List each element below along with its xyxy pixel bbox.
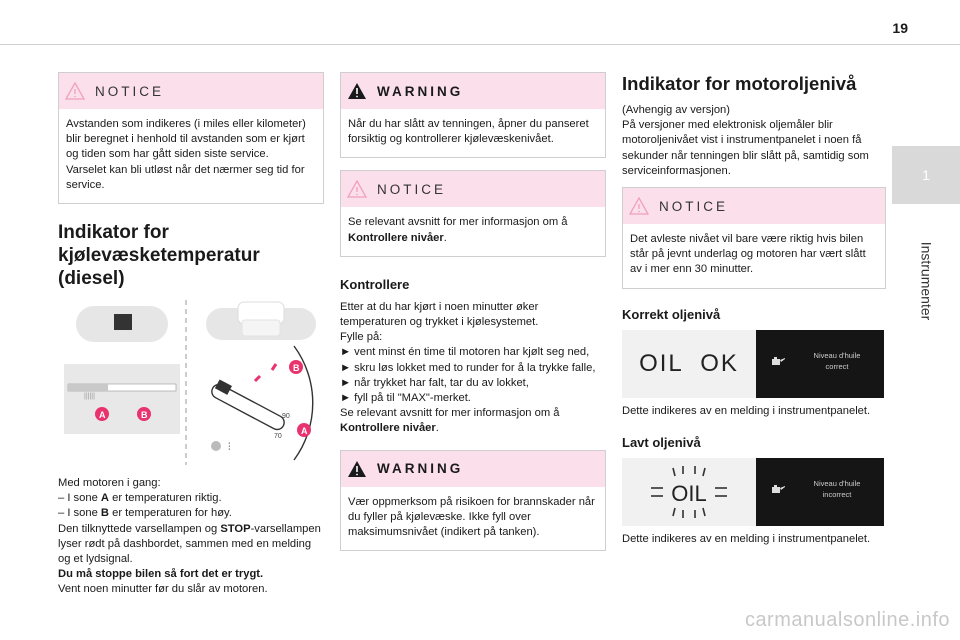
caution-outline-icon (347, 180, 367, 198)
zone-b-label: B (141, 410, 148, 421)
oil-heading: Indikator for motoroljenivå (622, 73, 857, 94)
step-unscrew: ► skru løs lokket med to runder for å la trykke falle, (340, 361, 596, 374)
oil-low-message: Niveau d'huile incorrect (813, 478, 861, 499)
dial-b-label: B (293, 363, 300, 374)
oil-ok-text: OIL OK (639, 349, 739, 377)
chapter-title: Instrumenter (918, 241, 934, 321)
warning-triangle-icon (347, 82, 367, 100)
notice-header (59, 73, 323, 109)
column-3 (622, 72, 886, 547)
check-instructions (340, 300, 606, 437)
oil-ok-display (622, 330, 756, 398)
notice-header-2 (341, 171, 605, 207)
oil-ok-message: Niveau d'huile correct (813, 350, 861, 371)
notice-title-2: NOTICE (377, 181, 447, 197)
notice-title-3: NOTICE (659, 198, 729, 214)
text-stop-car: Du må stoppe bilen så fort det er trygt. (58, 568, 264, 581)
chapter-title-tab (892, 206, 960, 356)
oil-ok-message-display (756, 330, 884, 398)
warning-header-2 (341, 451, 605, 487)
column-2 (340, 72, 606, 551)
svg-text:⫶: ⫶ (228, 442, 231, 454)
notice-header-3 (623, 188, 885, 224)
column-1 (58, 72, 324, 598)
warning-header-1 (341, 73, 605, 109)
oil-low-message-display (756, 458, 884, 526)
notice-box-3 (622, 187, 886, 289)
chapter-tab[interactable] (892, 146, 960, 204)
text-zone-b: – I sone B er temperaturen for høy. (58, 507, 232, 520)
notice-text-1: Avstanden som indikeres (i miles eller kilometer) blir beregnet i henhold til avstanden som er kjørt og tiden som har gått siden siste service. (66, 118, 306, 161)
caution-outline-icon (629, 197, 649, 215)
text-warning-lamp: Den tilknyttede varsellampen og STOP-varsellampen lyser rødt på dashbordet, sammen med en melding og et lydsignal. (58, 522, 321, 566)
oil-flashing-icon (639, 462, 739, 522)
heading-line-2: kjølevæsketemperatur (58, 245, 260, 267)
top-divider (0, 44, 960, 45)
heading-line-3: (diesel) (58, 268, 125, 290)
dashboard-right-icon (206, 302, 316, 340)
text-see-section: Se relevant avsnitt for mer informasjon om å Kontrollere nivåer. (340, 407, 560, 435)
notice-box-2 (340, 170, 606, 256)
warning-text-1: Når du har slått av tenningen, åpner du panseret forsiktig og kontrollerer kjølevæskenivået. (348, 118, 589, 146)
heading-line-1: Indikator for (58, 222, 169, 244)
oil-intro (622, 103, 886, 179)
warning-text-2: Vær oppmerksom på risikoen for brannskader når du fyller på kjølevæske. Ikke fyll over maksimumsnivået (indikert på tanken). (348, 495, 595, 539)
coolant-description (58, 476, 324, 598)
text-engine-running: Med motoren i gang: (58, 477, 161, 490)
bar-gauge-icon (64, 364, 180, 434)
coolant-gauge-illustration (58, 300, 324, 465)
step-wait: ► vent minst én time til motoren har kjølt seg ned, (340, 346, 590, 359)
zone-a-label: A (99, 410, 106, 421)
page-number: 19 (892, 20, 908, 36)
oil-low-text: OIL (671, 480, 707, 506)
tick-70: 70 (274, 433, 282, 441)
subheading-low: Lavt oljenivå (622, 434, 701, 450)
svg-text:||||||: |||||| (84, 393, 95, 401)
text-wait: Vent noen minutter før du slår av motoren. (58, 583, 268, 596)
oil-can-icon (770, 356, 786, 366)
notice-text-3: Det avleste nivået vil bare være riktig hvis bilen står på jevnt underlag og motoren har vært slått av i mer enn 30 minutter. (630, 233, 866, 276)
step-fill-max: ► fyll på til "MAX"-merket. (340, 392, 471, 405)
notice-title: NOTICE (95, 83, 165, 99)
subheading-correct: Korrekt oljenivå (622, 306, 721, 322)
subheading-check: Kontrollere (340, 276, 410, 292)
oil-low-panel (622, 458, 884, 526)
warning-box-2 (340, 450, 606, 552)
step-remove-cap: ► når trykket har falt, tar du av lokket, (340, 376, 529, 389)
warning-triangle-icon (347, 460, 367, 478)
caption-low: Dette indikeres av en melding i instrumentpanelet. (622, 532, 871, 545)
section-heading (58, 221, 324, 290)
text-zone-a: – I sone A er temperaturen riktig. (58, 492, 222, 505)
warning-title-2: WARNING (377, 461, 464, 477)
chapter-number: 1 (922, 167, 930, 183)
caption-correct: Dette indikeres av en melding i instrumentpanelet. (622, 404, 871, 417)
dial-a-label: A (301, 426, 308, 437)
notice-box (58, 72, 324, 204)
oil-ok-panel (622, 330, 884, 398)
notice-text-2: Varselet kan bli utløst når det nærmer seg tid for service. (66, 163, 305, 191)
watermark: carmanualsonline.info (744, 609, 950, 631)
tick-90: 90 (282, 413, 290, 421)
text-electronic-gauge: På versjoner med elektronisk oljemåler blir motoroljenivået vist i instrumentpanelet i noen få sekunder når tenningen blir slått på, samtidig som serviceinformasjonen. (622, 119, 869, 177)
oil-low-display (622, 458, 756, 526)
dashboard-left-icon (76, 306, 168, 342)
text-refill: Fylle på: (340, 331, 383, 344)
warning-box-1 (340, 72, 606, 158)
caution-outline-icon (65, 82, 85, 100)
notice-text-2: Se relevant avsnitt for mer informasjon om å Kontrollere nivåer. (348, 216, 568, 244)
warning-title-1: WARNING (377, 83, 464, 99)
text-pressure: Etter at du har kjørt i noen minutter øker temperaturen og trykket i kjølesystemet. (340, 300, 539, 329)
text-version: (Avhengig av versjon) (622, 104, 730, 116)
oil-can-icon (770, 484, 786, 494)
